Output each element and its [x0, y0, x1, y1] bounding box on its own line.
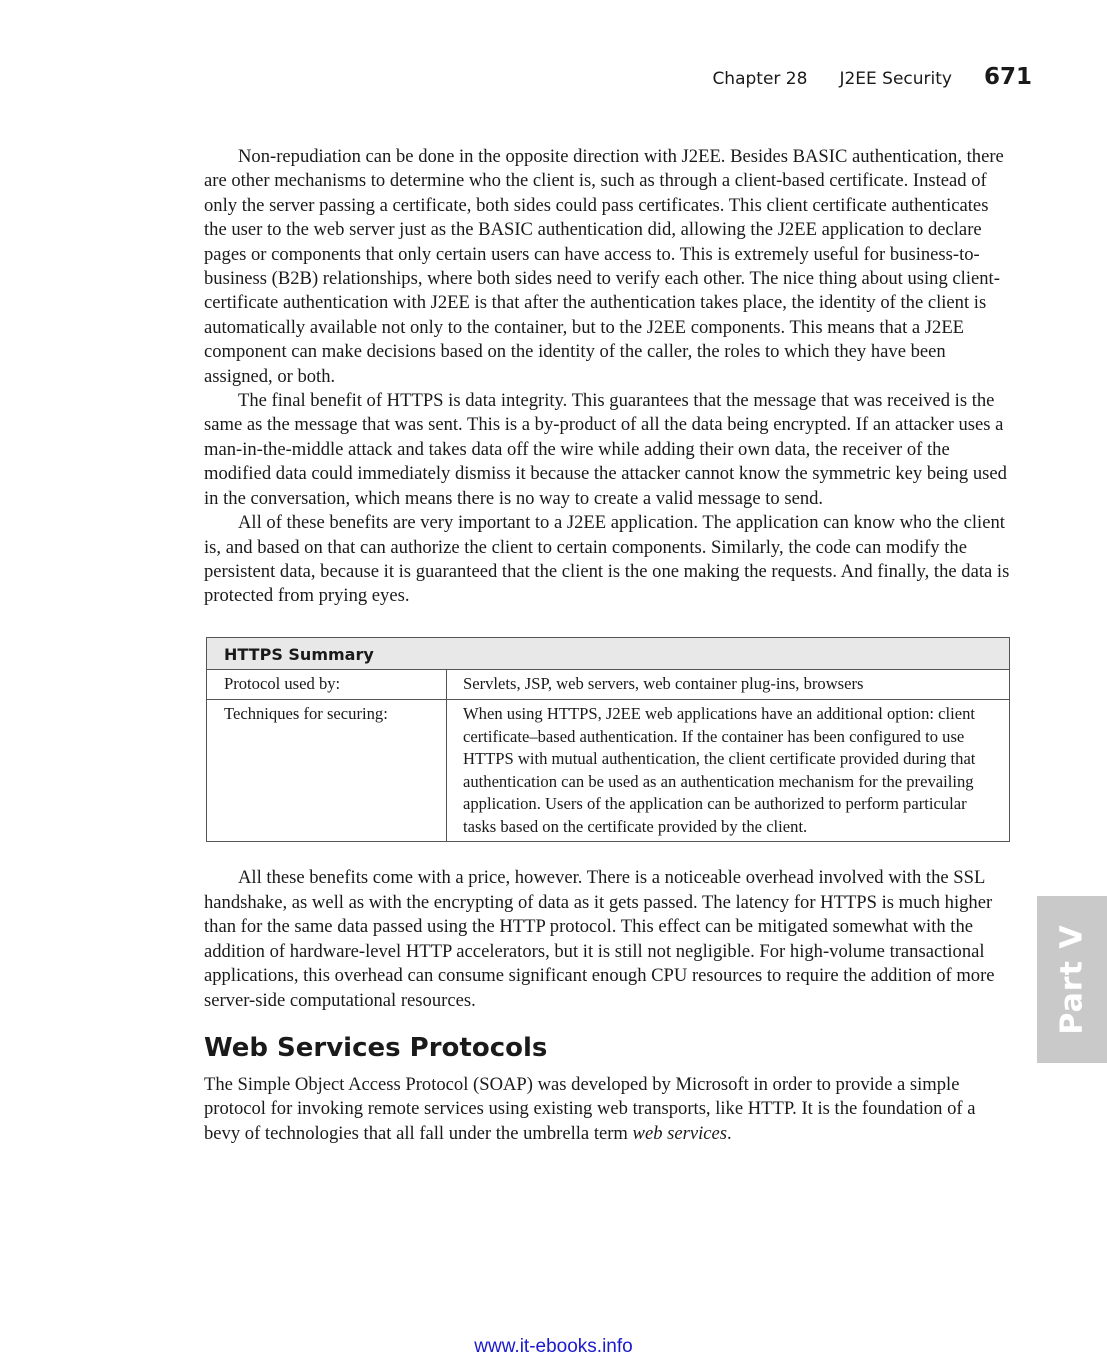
table-row-label: Protocol used by: [207, 670, 447, 700]
paragraph-non-repudiation: Non-repudiation can be done in the opposite direction with J2EE. Besides BASIC authentication, there are other mechanisms to determine who the client is, such as through a client-based certificate. Instead of only the server passing a certificate, both sides could pass certificates. This client certificate authenticates the user to the web server just as the BASIC authentication did, allowing the J2EE application to declare pages or components that only certain users can have access to. This is extremely useful for business-to-business (B2B) relationships, where both sides need to verify each other. The nice thing about using client-certificate authentication with J2EE is that after the authentication takes place, the identity of the client is automatically available not only to the container, but to the J2EE components. This means that a J2EE component can make decisions based on the identity of the caller, the roles to which they have been assigned, or both. [204, 146, 1004, 387]
soap-text-end: . [727, 1122, 732, 1144]
paragraph-data-integrity: The final benefit of HTTPS is data integrity. This guarantees that the message that was received is the same as the message that was sent. This is a by-product of all the data being encrypted. If an attacker uses a man-in-the-middle attack and takes data off the wire while adding their own data, the receiver of the modified data could immediately dismiss it because the attacker cannot know the symmetric key being used in the conversation, which means there is no way to create a valid message to send. [204, 390, 1007, 509]
table-row [207, 699, 1010, 842]
running-head [712, 64, 1032, 90]
page-number: 671 [983, 64, 1032, 90]
soap-text: The Simple Object Access Protocol (SOAP) was developed by Microsoft in order to provide a simple protocol for invoking remote services using existing web transports, like HTTP. It is the foundation of a bevy of technologies that all fall under the umbrella term [204, 1073, 976, 1144]
part-tab-label: Part V [1054, 924, 1090, 1035]
table-row-value: When using HTTPS, J2EE web applications have an additional option: client certificate–based authentication. If the container has been configured to use HTTPS with mutual authentication, the client certificate provided during that authentication can be used as an authentication mechanism for the prevailing application. Users of the application can be authorized to perform particular tasks based on the certificate provided by the client. [447, 699, 1010, 842]
table-row [207, 670, 1010, 700]
https-summary-table [206, 637, 1010, 843]
table-row-value: Servlets, JSP, web servers, web container plug-ins, browsers [447, 670, 1010, 700]
page-body [204, 145, 1012, 1146]
summary-table-title: HTTPS Summary [207, 637, 1010, 670]
chapter-title: J2EE Security [839, 69, 952, 89]
paragraph-benefits: All of these benefits are very important to a J2EE application. The application can know who the client is, and based on that can authorize the client to certain components. Similarly, the code can modify the persistent data, because it is guaranteed that the client is the one making the requests. And finally, the data is protected from prying eyes. [204, 512, 1010, 607]
emphasis-web-services: web services [632, 1122, 728, 1144]
footer-link[interactable]: www.it-ebooks.info [474, 1336, 633, 1357]
part-tab [1037, 896, 1107, 1063]
section-heading: Web Services Protocols [204, 1032, 548, 1063]
chapter-label: Chapter 28 [712, 69, 808, 89]
table-row-label: Techniques for securing: [207, 699, 447, 842]
paragraph-overhead: All these benefits come with a price, however. There is a noticeable overhead involved with the SSL handshake, as well as with the encrypting of data as it gets passed. The latency for HTTPS is much higher than for the same data passed using the HTTP protocol. This effect can be mitigated somewhat with the addition of hardware-level HTTP accelerators, but it is still not negligible. For high-volume transactional applications, this overhead can consume significant enough CPU resources to require the addition of more server-side computational resources. [204, 867, 995, 1011]
paragraph-soap [204, 1073, 1012, 1146]
